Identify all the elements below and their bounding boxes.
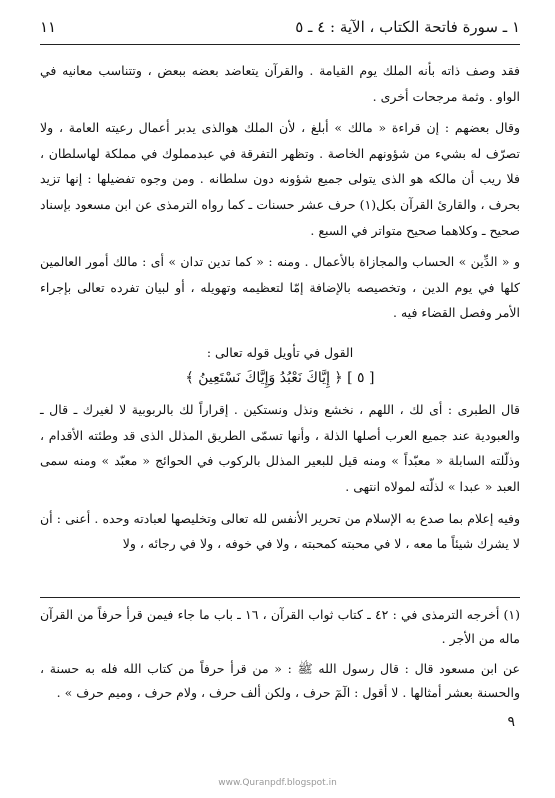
running-header bbox=[40, 14, 520, 40]
paragraph: وفيه إعلام بما صدع به الإسلام من تحرير الأنفس لله تعالى وتخليصها لعبادته وحده . أعنى : أن لا يشرك شيئاً ما معه ، لا في محبته كمحبته ، ولا في خوفه ، ولا في رجائه ، ولا bbox=[40, 510, 520, 552]
surah-title: ١ ـ سورة فاتحة الكتاب ، الآية : ٤ ـ ٥ bbox=[295, 18, 520, 36]
paragraph: فقد وصف ذاته بأنه الملك يوم القيامة . والقرآن يتعاضد بعضه ببعض ، وتتناسب معانيه في الواو . وثمة مرجحات أخرى . bbox=[40, 63, 520, 104]
paragraph: قال الطبرى : أى لك ، اللهم ، نخشع ونذل ونستكين . إقراراً لك بالربوبية لا لغيرك ـ قال ـ والعبودية عند جميع العرب أصلها الذلة ، وأنها تسمّى الطريق المذلل الذى قد وطئته الأقدام ، وذلّلته السابلة « معبّداً » ومنه قيل للبعير المذلل بالركوب في الحوائج « معبّد » ومنه سمى العبد « عبدا » لذلّته لمولاه انتهى . bbox=[40, 402, 520, 494]
quran-verse: [ ٥ ] ﴿ إِيَّاكَ نَعْبُدُ وَإِيَّاكَ نَسْتَعِينُ ﴾ bbox=[185, 369, 375, 386]
hadith-text bbox=[40, 657, 520, 705]
watermark-url: www.Quranpdf.blogspot.in bbox=[218, 778, 337, 788]
footnote bbox=[40, 603, 520, 651]
paragraph: وقال بعضهم : إن قراءة « مالك » أبلغ ، لأن الملك هوالذى يدبر أعمال رعيته العامة ، ولا تصرّف له بشيء من شؤونهم الخاصة . وتظهر التفرقة في عبدمملوك في مملكة لهاسلطان ، فلا ريب أن مالكه هو الذى يتولى جميع شؤونه دون سلطانه . ومن وجوه تفضيلها : إنها تزيد بحرف ، والقارئ القرآن بكل(١) حرف عشر حسنات ـ كما رواه الترمذى عن ابن مسعود بإسناد صحيح ـ وكلاهما صحيح متواتر في السبع . bbox=[40, 120, 521, 238]
header-page-number: ١١ bbox=[40, 18, 57, 36]
header-rule bbox=[40, 44, 520, 45]
paragraph: و « الدِّين » الحساب والمجازاة بالأعمال . ومنه : « كما تدين تدان » أى : مالك أمور العالمين كلها في يوم الدين ، وتخصيصه بالإضافة إمّا لتعظيمه وتهويله ، أو لبيان تفرده تعالى بإجراء الأمر وفصل القضاء فيه . bbox=[40, 254, 520, 321]
page-number: ٩ bbox=[507, 714, 515, 730]
section-heading: القول في تأويل قوله تعالى : bbox=[206, 344, 354, 360]
footnote-divider bbox=[40, 597, 520, 598]
main-text bbox=[40, 58, 520, 557]
footnote-text: (١) أخرجه الترمذى في : ٤٢ ـ كتاب ثواب القرآن ، ١٦ ـ باب ما جاء فيمن قرأ حرفاً من القرآن ماله من الأجر . bbox=[40, 607, 520, 646]
hadith-paragraph: عن ابن مسعود قال : قال رسول الله ﷺ : « من قرأ حرفاً من كتاب الله فله به حسنة ، والحسنة بعشر أمثالها . لا أقول : الٓمٓ حرف ، ولكن ألف حرف ، ولام حرف ، وميم حرف » . bbox=[40, 661, 520, 700]
